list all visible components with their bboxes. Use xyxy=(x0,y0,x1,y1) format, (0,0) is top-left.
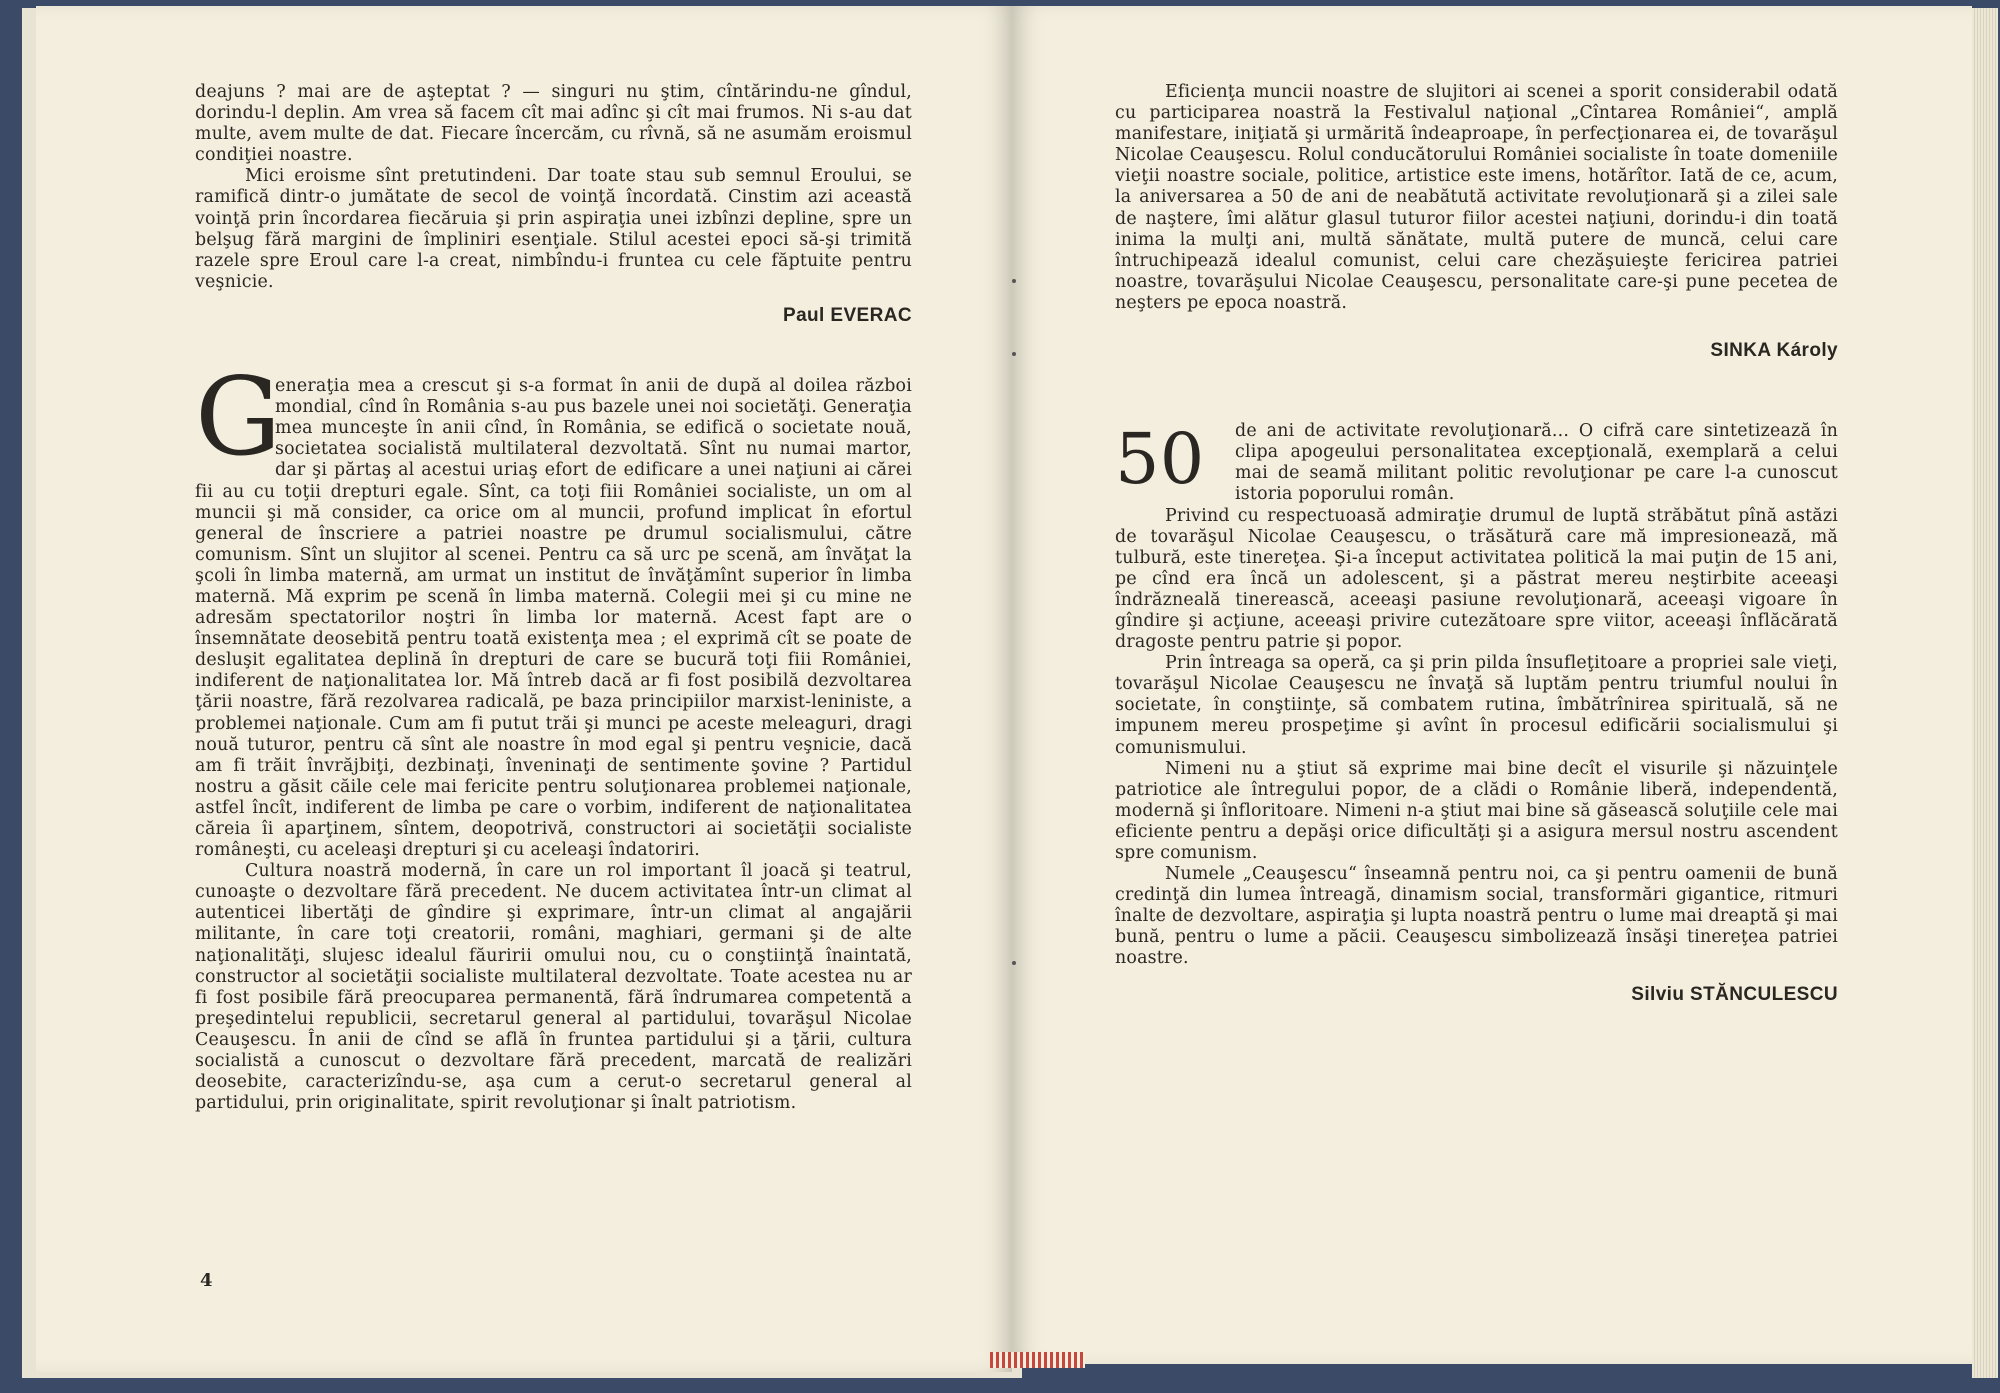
drop-cap-50: 50 xyxy=(1115,418,1205,501)
article-50-paragraph-1: de ani de activitate revoluţionară... O cifră care sintetizează în clipa apogeului personalitatea excepţională, exemplară a celui mai de seamă militant politic revoluţionar pe care l-a cunoscut istoria poporului român. xyxy=(1235,421,1838,505)
article-50-paragraph-4: Nimeni nu a ştiut să exprime mai bine decît el visurile şi năzuinţele patriotice ale întregului popor, de a clădi o Românie liberă, independentă, modernă şi înfloritoare. Nimeni n-a ştiut mai bine să găsească soluţiile cele mai eficiente pentru a depăşi orice dificultăţi şi a asigura mersul nostru ascendent spre comunism. xyxy=(1115,758,1838,863)
article-50-paragraph-5: Numele „Ceauşescu“ înseamnă pentru noi, ca şi pentru oamenii de bună credinţă din lumea întreagă, dinamism social, transformări gigantice, ritmuri înalte de dezvoltare, aspiraţia şi lupta noastră pentru o lume mai dreaptă şi mai bună, pentru o lume a păcii. Ceauşescu simbolizează însăşi tinereţea patriei noastre. xyxy=(1115,864,1838,969)
article-generatia-paragraph-2: Cultura noastră modernă, în care un rol important îl joacă şi teatrul, cunoaşte o dezvoltare fără precedent. Ne ducem activitatea într-un climat al autenticei libertăţi de gîndire şi exprimare, într-un climat al angajării militante, în care toţi creatorii, români, maghiari, germani şi de alte naţionalităţi, slujesc idealul făuririi omului nou, cu o conştiinţă înaintată, constructor al societăţii socialiste multilateral dezvoltate. Toate acestea nu ar fi fost posibile fără preocuparea permanentă, fără îndrumarea competentă a preşedintelui republicii, secretarul general al partidului, tovarăşul Nicolae Ceauşescu. În anii de cînd se află în fruntea partidului şi a ţării, cultura socialistă a cunoscut o dezvoltare fără precedent, marcată de realizări deosebite, caracterizîndu-se, aşa cum a cerut-o secretarul general al partidului, prin originalitate, spirit revoluţionar şi înalt patriotism. xyxy=(195,861,912,1114)
sinka-paragraph: Eficienţa muncii noastre de slujitori ai scenei a sporit considerabil odată cu participarea noastră la Festivalul naţional „Cîntarea României“, amplă manifestare, iniţiată şi urmărită îndeaproape, în perfecţionarea ei, de tovarăşul Nicolae Ceauşescu. Rolul conducătorului României socialiste în toate domeniile vieţii noastre sociale, politice, artistice este imens, hotărîtor. Iată de ce, acum, la aniversarea a 50 de ani de neabătută activitate revoluţionară şi a zilei sale de naştere, îmi alătur glasul tuturor fiilor acestei naţiuni, dorindu-i din toată inima la mulţi ani, multă sănătate, multă putere de muncă, celui care întruchipează idealul comunist, celui care chezăşuieşte fericirea patriei noastre, tovarăşului Nicolae Ceauşescu, personalitate care-şi pune pecetea de neşters pe epoca noastră. xyxy=(1115,82,1838,313)
signature-silviu-stanculescu: Silviu STĂNCULESCU xyxy=(1631,983,1838,1005)
article-generatia-paragraph-1: eneraţia mea a crescut şi s-a format în anii de după al doilea război mondial, cînd în România s-au pus bazele unei noi societăţi. Generaţia mea munceşte în anii cînd, în România, se edifică o societate nouă, societatea socialistă multilateral dezvoltată. Sînt nu numai martor, dar şi părtaş al acestui uriaş efort de edificare a unei naţiuni ai cărei fii au cu toţii drepturi egale. Sînt, ca toţi fiii României socialiste, un om al muncii şi mă consider, ca orice om al muncii, profund implicat în efortul general de înscriere a patriei noastre pe drumul socialismului, către comunism. Sînt un slujitor al scenei. Pentru ca să urc pe scenă, am învăţat la şcoli în limba maternă, am urmat un institut de învăţămînt superior în limba maternă. Mă exprim pe scenă în limba maternă. Colegii mei şi cu mine ne adresăm spectatorilor noştri în limba lor maternă. Acest fapt are o însemnătate deosebită pentru toată existenţa mea ; el exprimă cît se poate de desluşit egalitatea deplină în drepturi de care se bucură toţi fiii României, indiferent de naţionalitatea lor. Mă întreb dacă ar fi fost posibilă dezvoltarea ţării noastre, fără rezolvarea radicală, pe baza principiilor marxist-leniniste, a problemei naţionale. Cum am fi putut trăi şi munci pe aceste meleaguri, dragi nouă tuturor, pentru că sînt ale noastre în mod egal şi pentru veşnicie, dacă am fi trăit învrăjbiţi, dezbinaţi, înveninaţi de sentimente şovine ? Partidul nostru a găsit căile cele mai fericite pentru soluţionarea problemei naţionale, astfel încît, indiferent de limba pe care o vorbim, indiferent de naţionalitatea căreia îi aparţinem, sîntem, deopotrivă, constructori ai societăţii socialiste româneşti, cu aceleaşi drepturi şi cu aceleaşi îndatoriri. xyxy=(195,376,912,861)
article-50-paragraph-2: Privind cu respectuoasă admiraţie drumul de luptă străbătut pînă astăzi de tovarăşul Nicolae Ceauşescu, o trăsătură care mă impresionează, mă tulbură, este tinereţea. Şi-a început activitatea politică la mai puţin de 15 ani, pe cînd era încă un adolescent, şi a păstrat mereu neştirbite aceeaşi îndrăzneală tinerească, aceeaşi pasiune revoluţionară, aceeaşi vigoare în gîndire şi acţiune, aceeaşi privire cutezătoare spre viitor, aceeaşi înflăcărată dragoste pentru patrie şi popor. xyxy=(1115,505,1838,653)
article-50-paragraph-3: Prin întreaga sa operă, ca şi prin pilda însufleţitoare a propriei sale vieţi, tovarăşul Nicolae Ceauşescu ne învaţă să luptăm pentru triumful noului în societate, în conştiinţe, să combatem rutina, îmbătrînirea spirituală, să ne impunem mereu prospeţime şi avînt în procesul edificării socialismului şi comunismului. xyxy=(1115,653,1838,758)
signature-sinka-karoly: SINKA Károly xyxy=(1710,340,1838,362)
right-column xyxy=(1115,82,1838,1005)
intro-paragraph-2: Mici eroisme sînt pretutindeni. Dar toate stau sub semnul Eroului, se ramifică dintr-o jumătate de secol de voinţă încordată. Cinstim azi această voinţă prin încordarea fiecăruia şi prin aspiraţia unei izbînzi depline, spre un belşug fără margini de împliniri esenţiale. Stilul acestei epoci să-şi trimită razele spre Eroul care l-a creat, nimbîndu-i fruntea cu cele făptuite pentru veşnicie. xyxy=(195,166,912,292)
binding-hole xyxy=(1012,352,1016,356)
article-50-ani xyxy=(1115,418,1838,969)
page-number: 4 xyxy=(200,1270,213,1291)
intro-paragraph-1: deajuns ? mai are de aşteptat ? — singuri nu ştim, cîntărindu-ne gîndul, dorindu-l deplin. Am vrea să facem cît mai adînc şi cît mai frumos. Ni s-au dat multe, avem multe de dat. Fiecare încercăm, cu rîvnă, să ne asumăm eroismul condiţiei noastre. xyxy=(195,82,912,166)
binding-hole xyxy=(1012,961,1016,965)
page-stack-edge xyxy=(1972,8,1998,1378)
left-column xyxy=(195,82,912,1114)
binding-hole xyxy=(1012,279,1016,283)
drop-cap-g: G xyxy=(195,355,282,481)
article-generatia xyxy=(195,355,912,1114)
signature-paul-everac: Paul EVERAC xyxy=(783,304,912,326)
bookmark-ribbon xyxy=(990,1352,1085,1368)
